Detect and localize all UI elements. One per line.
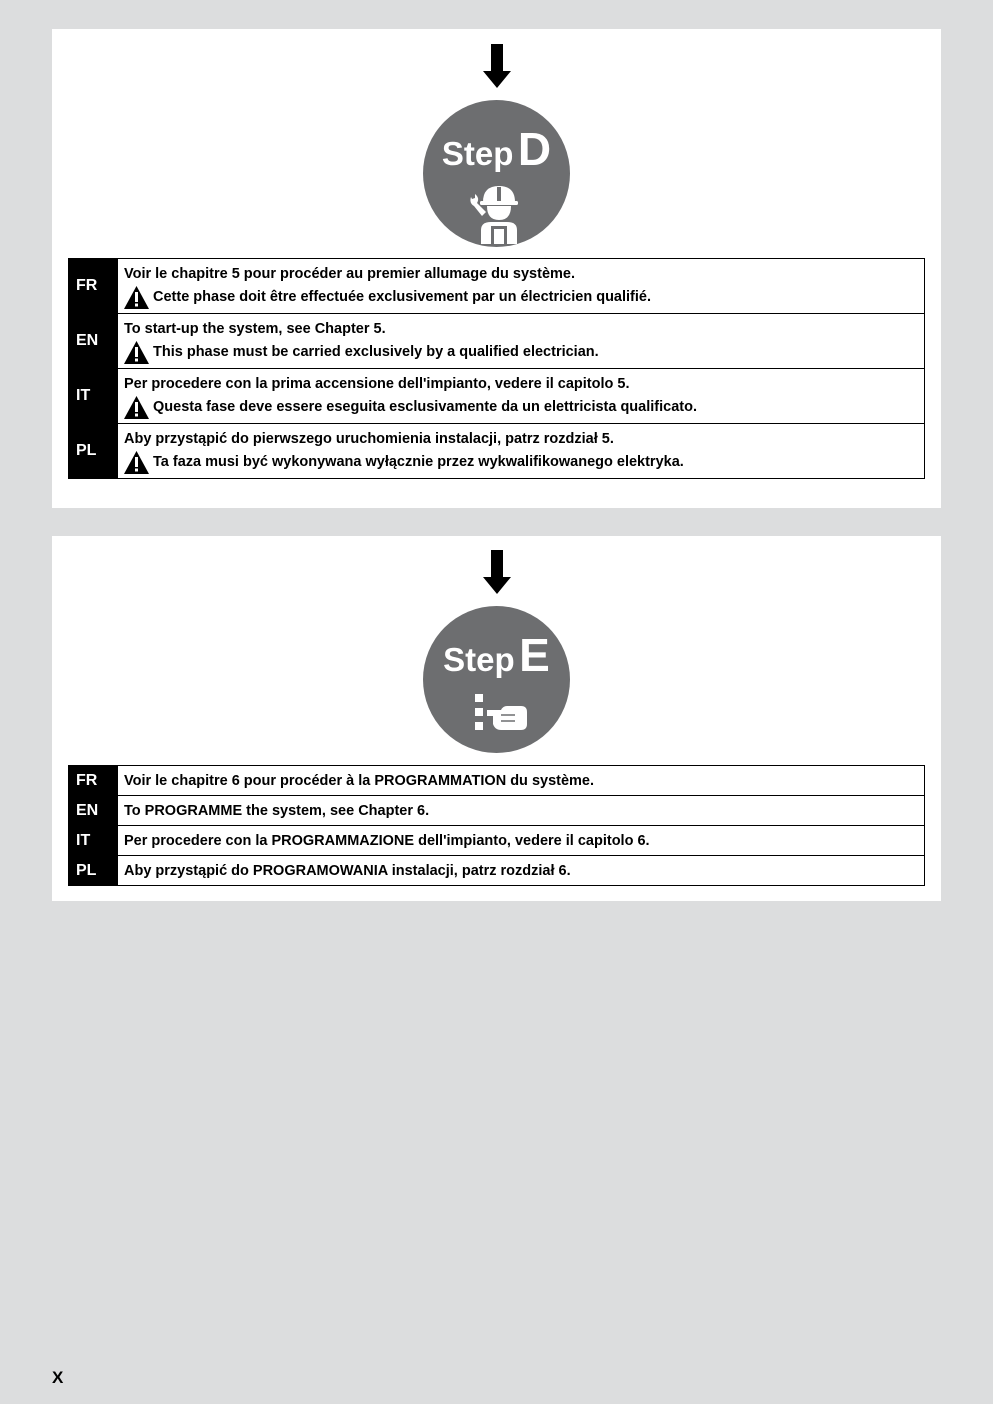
step-word: Step bbox=[441, 135, 514, 172]
warning-triangle-icon bbox=[124, 396, 149, 419]
warning-triangle-icon bbox=[124, 286, 149, 309]
table-row bbox=[69, 369, 925, 424]
instruction-text: Aby przystąpić do PROGRAMOWANIA instalacji, patrz rozdział 6. bbox=[118, 856, 925, 886]
language-code: IT bbox=[69, 369, 119, 424]
warning-triangle-icon bbox=[124, 451, 149, 474]
table-row bbox=[69, 796, 925, 826]
step-d-badge bbox=[423, 100, 570, 247]
step-e-badge bbox=[423, 606, 570, 753]
warning-text: Ta faza musi być wykonywana wyłącznie przez wykwalifikowanego elektryka. bbox=[153, 454, 684, 470]
warning-text: This phase must be carried exclusively by a qualified electrician. bbox=[153, 344, 599, 360]
instruction-text: Voir le chapitre 5 pour procéder au premier allumage du système. bbox=[124, 265, 575, 282]
language-code: EN bbox=[69, 314, 119, 369]
down-arrow-icon bbox=[483, 44, 511, 88]
table-row bbox=[69, 424, 925, 479]
instruction-text: Aby przystąpić do pierwszego uruchomienia instalacji, patrz rozdział 5. bbox=[124, 430, 614, 447]
instruction-text: Per procedere con la PROGRAMMAZIONE dell'impianto, vedere il capitolo 6. bbox=[118, 826, 925, 856]
warning-triangle-icon bbox=[124, 341, 149, 364]
down-arrow-icon bbox=[483, 550, 511, 594]
language-code: FR bbox=[69, 766, 119, 796]
language-code: IT bbox=[69, 826, 119, 856]
step-e-panel bbox=[52, 536, 941, 901]
table-row bbox=[69, 826, 925, 856]
instruction-cell bbox=[118, 369, 925, 424]
step-d-panel bbox=[52, 29, 941, 508]
table-row bbox=[69, 314, 925, 369]
warning-text: Questa fase deve essere eseguita esclusivamente da un elettricista qualificato. bbox=[153, 399, 697, 415]
language-code: PL bbox=[69, 424, 119, 479]
instruction-cell bbox=[118, 314, 925, 369]
language-code: FR bbox=[69, 259, 119, 314]
step-e-language-table bbox=[68, 765, 925, 886]
instruction-cell bbox=[118, 424, 925, 479]
table-row bbox=[69, 259, 925, 314]
instruction-text: Per procedere con la prima accensione dell'impianto, vedere il capitolo 5. bbox=[124, 375, 630, 392]
warning-text: Cette phase doit être effectuée exclusivement par un électricien qualifié. bbox=[153, 289, 651, 305]
step-letter: E bbox=[519, 629, 550, 681]
language-code: PL bbox=[69, 856, 119, 886]
hand-pointing-list-icon bbox=[471, 692, 529, 734]
electrician-with-wrench-icon bbox=[467, 182, 523, 246]
instruction-cell bbox=[118, 259, 925, 314]
page-number: X bbox=[52, 1368, 64, 1387]
step-letter: D bbox=[517, 123, 552, 175]
language-code: EN bbox=[69, 796, 119, 826]
step-word: Step bbox=[443, 641, 515, 678]
table-row bbox=[69, 766, 925, 796]
table-row bbox=[69, 856, 925, 886]
step-d-language-table bbox=[68, 258, 925, 479]
instruction-text: To start-up the system, see Chapter 5. bbox=[124, 320, 386, 337]
instruction-text: Voir le chapitre 6 pour procéder à la PROGRAMMATION du système. bbox=[124, 772, 595, 789]
instruction-text: To PROGRAMME the system, see Chapter 6. bbox=[118, 796, 925, 826]
